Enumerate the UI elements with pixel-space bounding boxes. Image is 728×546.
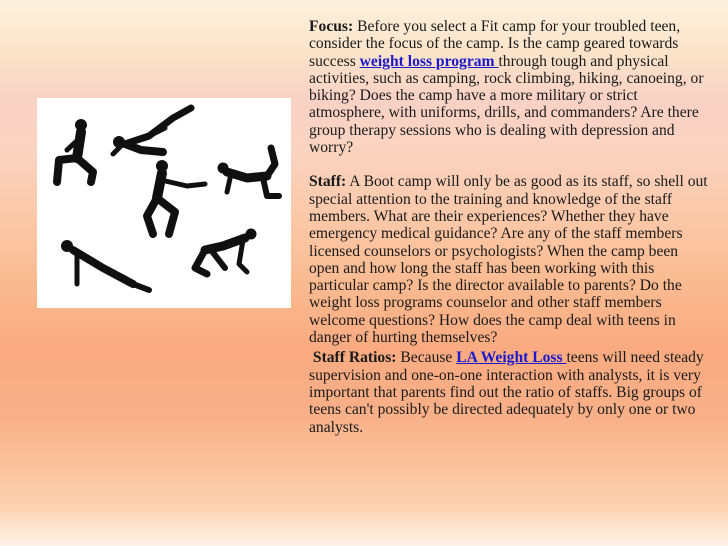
stretch-figure	[113, 108, 191, 154]
focus-text-before-link: Before you select a Fit camp for your troubled teen, consider the focus of the camp. Is the camp geared towards success	[309, 18, 681, 70]
focus-text-after-link: through tough and physical activities, such as camping, rock climbing, hiking, canoeing, or biking? Does the camp have a more military or strict atmosphere, with uniforms, drills, and commanders? Are there group therapy sessions who is dealing with depression and worry?	[309, 52, 704, 157]
crawl-figure	[195, 229, 257, 275]
staff-paragraph	[309, 173, 709, 346]
exercise-silhouettes-graphic	[37, 98, 291, 308]
kneeling-figure	[218, 148, 280, 196]
staff-text: A Boot camp will only be as good as its staff, so shell out special attention to the training and knowledge of the staff members. What are their experiences? Whether they have emergency medical guidance? Are any of the staff members licensed counselors or psychologists? When the camp been open and how long the staff has been working with this particular camp? Is the director available to parents? Do the weight loss programs counselor and other staff members welcome questions? How does the camp deal with teens in danger of hurting themselves?	[309, 173, 708, 347]
lunge-figure	[57, 119, 93, 182]
article-text	[309, 18, 709, 436]
ratios-text-before-link: Because	[396, 349, 457, 367]
ratios-text-after-link: teens will need steady supervision and one-on-one interaction with analysts, it is very important that parents find out the ratio of staffs. Big groups of teens can't possibly be directed adequately by only one or two analysts.	[309, 349, 704, 436]
squat-figure	[147, 160, 205, 234]
staff-ratios-paragraph	[309, 349, 709, 435]
focus-paragraph	[309, 18, 709, 156]
weight-loss-program-link[interactable]: weight loss program	[359, 52, 499, 70]
exercise-silhouettes-image	[37, 98, 291, 308]
staff-ratios-heading: Staff Ratios:	[309, 349, 397, 367]
focus-heading: Focus:	[309, 18, 354, 35]
staff-heading: Staff:	[309, 173, 347, 191]
pushup-figure	[61, 240, 149, 290]
la-weight-loss-link[interactable]: LA Weight Loss	[456, 349, 567, 367]
